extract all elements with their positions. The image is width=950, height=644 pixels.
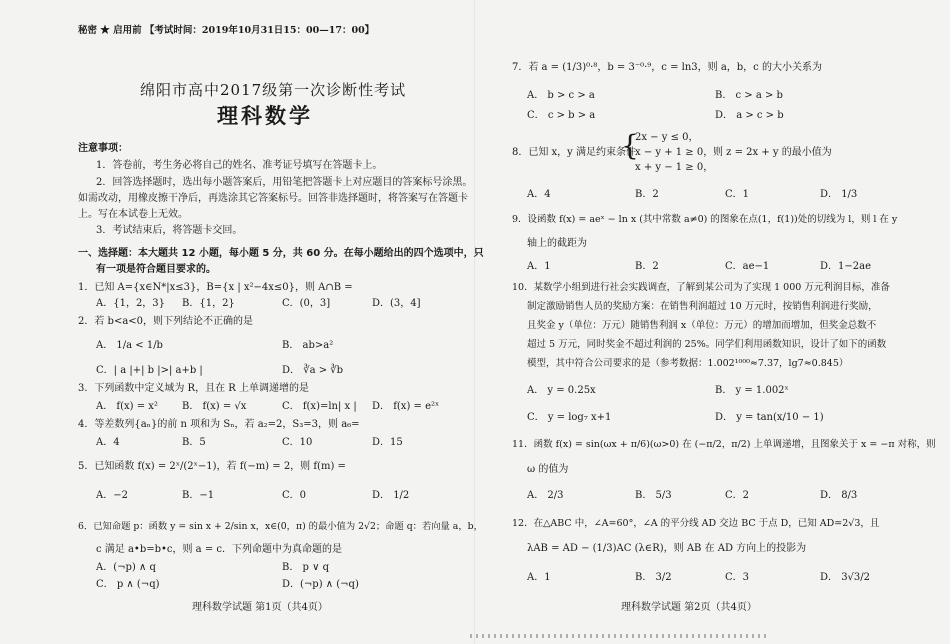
q8-constraint-2: x − y + 1 ≥ 0， [635, 147, 714, 158]
q4-option-c: C．10 [282, 437, 313, 448]
q12-option-b: B． 3/2 [635, 572, 672, 583]
q10-line-2: 制定激励销售人员的奖励方案：在销售利润超过 10 万元时，按销售利润进行奖励， [527, 301, 878, 312]
notice-item-3: 3．考试结束后，将答题卡交回。 [96, 225, 243, 236]
q1-option-b: B．{1，2} [182, 298, 235, 309]
q7-option-d: D． a > c > b [715, 110, 784, 121]
q12-stem-2: λAB = AD − (1/3)AC (λ∈R)，则 AB 在 AD 方向上的投影为 [527, 543, 807, 554]
q10-option-a: A． y = 0.25x [527, 385, 596, 396]
q4-option-d: D．15 [372, 437, 403, 448]
q9-option-c: C．ae−1 [725, 261, 770, 272]
q2-stem: 2．若 b<a<0，则下列结论不正确的是 [78, 316, 254, 327]
q10-line-3: 且奖金 y（单位：万元）随销售利润 x（单位：万元）的增加而增加，但奖金总数不 [527, 320, 877, 331]
q7-option-a: A． b > c > a [527, 90, 595, 101]
scan-artifact-dotted-line [470, 634, 770, 638]
page-2 [475, 0, 950, 644]
q10-line-5: 模型，其中符合公司要求的是（参考数据：1.002¹⁰⁰⁰≈7.37，lg7≈0.845） [527, 358, 849, 369]
q6-stem-1: 6．已知命题 p：函数 y = sin x + 2/sin x，x∈(0，π) 的最小值为 2√2；命题 q：若向量 a，b， [78, 521, 483, 532]
q6-option-a: A．(¬p) ∧ q [96, 562, 156, 573]
notice-item-1: 1．答卷前，考生务必将自己的姓名、准考证号填写在答题卡上。 [96, 160, 383, 171]
section-1-line-2: 有一项是符合题目要求的。 [96, 264, 216, 275]
q5-option-c: C．0 [282, 490, 307, 501]
q6-option-c: C． p ∧ (¬q) [96, 579, 160, 590]
secret-header: 秘密 ★ 启用前 【考试时间：2019年10月31日15：00—17：00】 [78, 25, 375, 36]
q8-option-b: B．2 [635, 189, 659, 200]
q11-stem-2: ω 的值为 [527, 464, 569, 475]
q6-stem-2: c 满足 a•b=b•c，则 a = c．下列命题中为真命题的是 [96, 544, 342, 555]
q2-option-b: B． ab>a² [282, 340, 334, 351]
notice-item-2c: 上。写在本试卷上无效。 [78, 209, 188, 220]
q7-stem: 7．若 a = (1/3)⁰·⁸，b = 3⁻⁰·⁹，c = ln3，则 a，b，c 的大小关系为 [512, 62, 822, 73]
q12-option-d: D． 3√3/2 [820, 572, 871, 583]
q7-option-c: C． c > b > a [527, 110, 596, 121]
q8-constraint-1: 2x − y ≤ 0， [635, 132, 699, 143]
q10-line-4: 超过 5 万元，同时奖金不超过利润的 25%。同学们利用函数知识，设计了如下的函数 [527, 339, 887, 350]
q11-stem-1: 11．函数 f(x) = sin(ωx + π/6)(ω>0) 在 (−π/2，π/2) 上单调递增，且图象关于 x = −π 对称，则 [512, 439, 936, 450]
q9-stem-2: 轴上的截距为 [527, 238, 587, 249]
q3-stem: 3．下列函数中定义域为 R，且在 R 上单调递增的是 [78, 383, 309, 394]
q8-constraint-3: x + y − 1 ≥ 0， [635, 162, 714, 173]
q8-brace: { [621, 129, 639, 162]
q5-option-a: A．−2 [96, 490, 128, 501]
q9-option-d: D．1−2ae [820, 261, 872, 272]
section-1-line-1: 一、选择题：本大题共 12 小题，每小题 5 分，共 60 分。在每小题给出的四个选项中，只 [78, 248, 484, 259]
subject-title: 理科数学 [217, 104, 313, 128]
q4-stem: 4．等差数列{aₙ}的前 n 项和为 Sₙ，若 a₂=2，S₃=3，则 a₆= [78, 419, 360, 430]
q9-option-a: A．1 [527, 261, 551, 272]
q2-option-c: C．| a |+| b |>| a+b | [96, 365, 203, 376]
q7-option-b: B． c > a > b [715, 90, 783, 101]
q10-line-1: 10．某数学小组到进行社会实践调查，了解到某公司为了实现 1 000 万元利润目标，准备 [512, 282, 890, 293]
q1-option-a: A．{1，2，3} [96, 298, 166, 309]
q12-option-c: C．3 [725, 572, 750, 583]
notice-item-2b: 如需改动，用橡皮擦干净后，再选涂其它答案标号。回答非选择题时，将答案写在答题卡 [78, 193, 468, 204]
q5-option-b: B．−1 [182, 490, 215, 501]
q8-option-c: C．1 [725, 189, 750, 200]
q3-option-d: D． f(x) = e²ˣ [372, 401, 440, 412]
q1-option-c: C．(0，3] [282, 298, 331, 309]
q5-option-d: D． 1/2 [372, 490, 410, 501]
q11-option-c: C．2 [725, 490, 750, 501]
q1-stem: 1．已知 A={x∈N*|x≤3}，B={x | x²−4x≤0}，则 A∩B = [78, 282, 353, 293]
q11-option-b: B． 5/3 [635, 490, 672, 501]
notice-item-2a: 2．回答选择题时，选出每小题答案后，用铅笔把答题卡上对应题目的答案标号涂黑。 [96, 177, 473, 188]
q6-option-d: D．(¬p) ∧ (¬q) [282, 579, 359, 590]
q9-option-b: B．2 [635, 261, 659, 272]
exam-title: 绵阳市高中2017级第一次诊断性考试 [140, 81, 407, 99]
footer-page-1: 理科数学试题 第1页（共4页） [192, 602, 328, 613]
q9-stem-1: 9．设函数 f(x) = aeˣ − ln x (其中常数 a≠0) 的图象在点(1，f(1))处的切线为 l，则 l 在 y [512, 214, 898, 225]
q4-option-b: B．5 [182, 437, 206, 448]
q4-option-a: A．4 [96, 437, 120, 448]
q11-option-d: D． 8/3 [820, 490, 858, 501]
q8-stem-post: 则 z = 2x + y 的最小值为 [713, 147, 832, 158]
q1-option-d: D．(3，4] [372, 298, 421, 309]
q6-option-b: B． p ∨ q [282, 562, 330, 573]
notice-heading: 注意事项： [78, 143, 128, 154]
q2-option-d: D． ∛a > ∛b [282, 365, 344, 376]
q3-option-a: A． f(x) = x² [96, 401, 158, 412]
q8-option-a: A．4 [527, 189, 551, 200]
footer-page-2: 理科数学试题 第2页（共4页） [621, 602, 757, 613]
q8-option-d: D． 1/3 [820, 189, 858, 200]
q3-option-b: B． f(x) = √x [182, 401, 247, 412]
q11-option-a: A． 2/3 [527, 490, 564, 501]
q10-option-c: C． y = log₇ x+1 [527, 412, 612, 423]
q3-option-c: C． f(x)=ln| x | [282, 401, 357, 412]
q2-option-a: A． 1/a < 1/b [96, 340, 163, 351]
q10-option-d: D． y = tan(x/10 − 1) [715, 412, 824, 423]
q5-stem: 5．已知函数 f(x) = 2ˣ/(2ˣ−1)，若 f(−m) = 2，则 f(m) = [78, 461, 346, 472]
q12-stem-1: 12．在△ABC 中，∠A=60°，∠A 的平分线 AD 交边 BC 于点 D，已知 AD=2√3，且 [512, 518, 880, 529]
q10-option-b: B． y = 1.002ˣ [715, 385, 789, 396]
q8-stem-pre: 8．已知 x，y 满足约束条件 [512, 147, 637, 158]
q12-option-a: A．1 [527, 572, 551, 583]
